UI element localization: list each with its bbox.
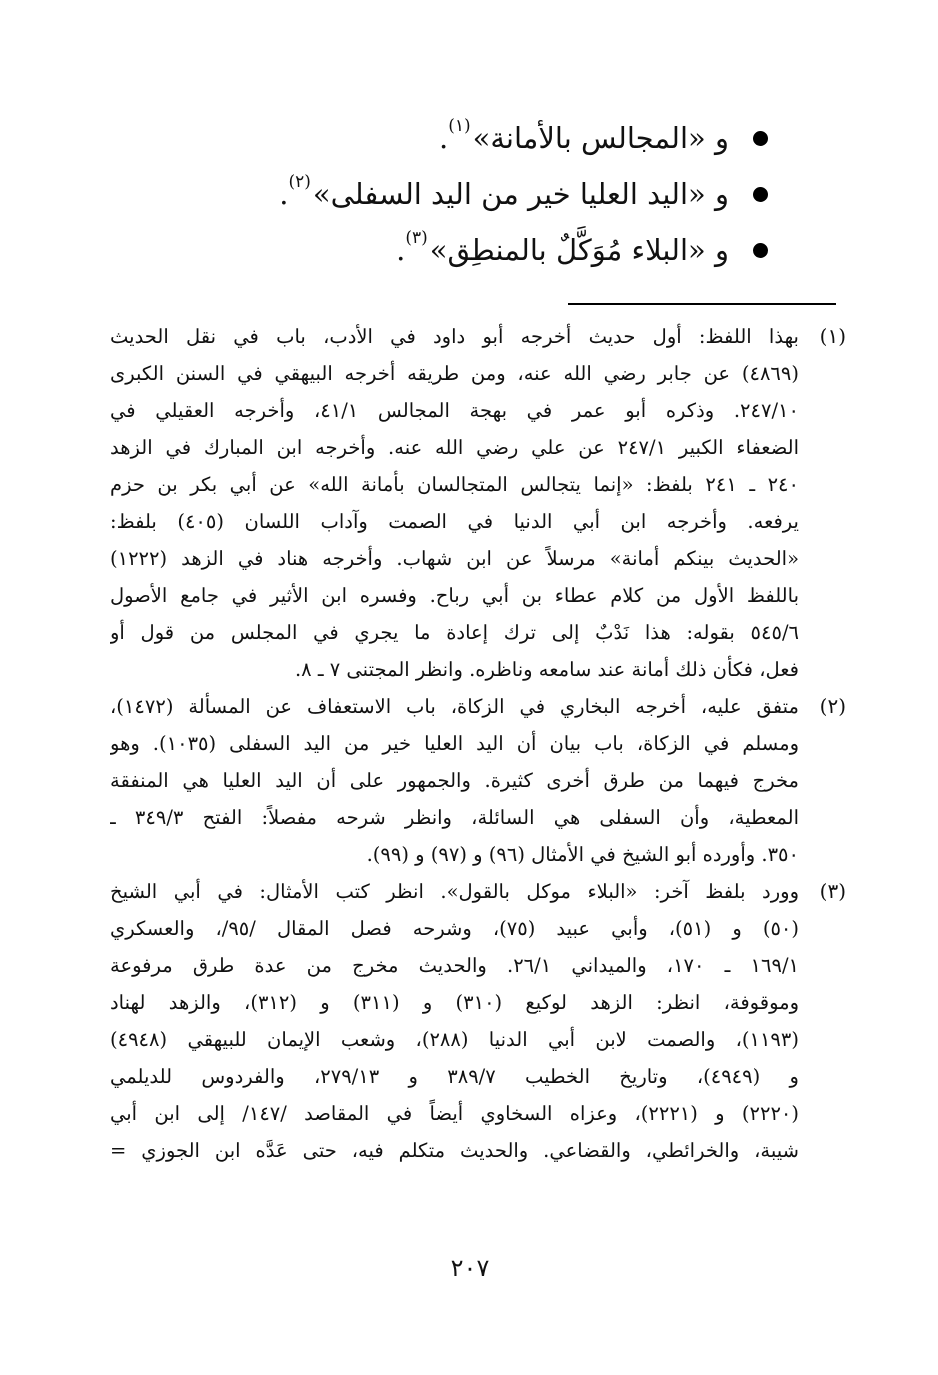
footnote-line: فعل، فكأن ذلك أمانة عند سامعه وناظره. وانظر المجتنى ٧ ـ ٨. — [294, 658, 799, 681]
bullet-dot-icon — [753, 243, 768, 258]
bullet-item — [168, 110, 768, 166]
footnote-line: (٥٠) و (٥١)، وأبي عبيد (٧٥)، وشرحه فصل المقال /٩٥/، والعسكري — [110, 917, 799, 940]
footnote-line: يرفعه. وأخرجه ابن أبي الدنيا في الصمت وآداب اللسان (٤٠٥) بلفظ: — [110, 510, 799, 533]
footnote-line: ١٦٩/١ ـ ١٧٠، والميداني ٢٦/١. والحديث مخرج من عدة طرق مرفوعة — [110, 954, 799, 977]
footnote-1 — [110, 318, 846, 688]
footnote-ref: (٣) — [405, 228, 428, 248]
footnote-line: الضعفاء الكبير ٢٤٧/١ عن علي رضي الله عنه. وأخرجه ابن المبارك في الزهد — [110, 436, 799, 459]
footnote-2 — [110, 688, 846, 873]
footnote-line: وموقوفة، انظر: الزهد لوكيع (٣١٠) و (٣١١) و (٣١٢)، والزهد لهناد — [110, 991, 799, 1014]
footnotes — [110, 318, 846, 1169]
footnote-number: (٢) — [819, 694, 846, 718]
footnote-line: ٢٤٠ ـ ٢٤١ بلفظ: «إنما يتجالس المتجالسان بأمانة الله» عن أبي بكر بن حزم — [110, 473, 799, 496]
footnote-line: شيبة، والخرائطي، والقضاعي. والحديث متكلم فيه، حتى عَدَّه ابن الجوزي = — [110, 1139, 799, 1162]
footnote-number: (٣) — [819, 879, 846, 903]
footnote-line: ومسلم في الزكاة، باب بيان أن اليد العليا خير من اليد السفلى (١٠٣٥). وهو — [110, 732, 799, 755]
bullet-text: و «البلاء مُوَكَّلٌ بالمنطِق» — [429, 233, 729, 267]
bullet-list — [168, 110, 768, 278]
bullet-dot-icon — [753, 187, 768, 202]
footnote-line: و (٤٩٤٩)، وتاريخ الخطيب ٣٨٩/٧ و ٢٧٩/١٣، والفردوس للديلمي — [110, 1065, 799, 1088]
page-number: ٢٠٧ — [450, 1254, 490, 1282]
bullet-dot-icon — [753, 131, 768, 146]
bullet-item — [168, 222, 768, 278]
bullet-end: . — [279, 177, 289, 211]
footnote-line: متفق عليه، أخرجه البخاري في الزكاة، باب الاستعفاف عن المسألة (١٤٧٢)، — [110, 695, 799, 718]
footnote-line: ٢٤٧/١٠. وذكره أبو عمر في بهجة المجالس ٤١/١، وأخرجه العقيلي في — [110, 399, 799, 422]
footnote-line: ٥٤٥/٦ بقوله: هذا نَدْبٌ إلى ترك إعادة ما يجري في المجلس من قول أو — [110, 621, 799, 644]
footnote-line: باللفظ الأول من كلام عطاء بن أبي رباح. وفسره ابن الأثير في جامع الأصول — [110, 584, 799, 607]
footnote-separator — [568, 303, 836, 305]
footnote-ref: (١) — [448, 116, 471, 136]
footnote-line: (١١٩٣)، والصمت لابن أبي الدنيا (٢٨٨)، وشعب الإيمان للبيهقي (٤٩٤٨) — [110, 1028, 799, 1051]
bullet-end: . — [396, 233, 406, 267]
footnote-line: مخرج فيهما من طرق أخرى كثيرة. والجمهور على أن اليد العليا هي المنفقة — [110, 769, 799, 792]
bullet-text: و «اليد العليا خير من اليد السفلى» — [312, 177, 729, 211]
footnote-number: (١) — [819, 324, 846, 348]
bullet-item — [168, 166, 768, 222]
footnote-line: (٤٨٦٩) عن جابر رضي الله عنه، ومن طريقه أخرجه البيهقي في السنن الكبرى — [110, 362, 799, 385]
footnote-line: «الحديث بينكم أمانة» مرسلاً عن ابن شهاب. وأخرجه هناد في الزهد (١٢٢٢) — [110, 547, 799, 570]
footnote-line: المعطية، وأن السفلى هي السائلة، وانظر شرحه مفصلاً: الفتح ٣٤٩/٣ ـ — [110, 806, 799, 829]
footnote-line: وورد بلفظ آخر: «البلاء موكل بالقول». انظر كتب الأمثال: في أبي الشيخ — [110, 880, 799, 903]
footnote-line: بهذا اللفظ: أول حديث أخرجه أبو داود في الأدب، باب في نقل الحديث — [110, 325, 799, 348]
bullet-end: . — [438, 121, 449, 155]
footnote-line: (٢٢٢٠) و (٢٢٢١)، وعزاه السخاوي أيضاً في المقاصد /١٤٧/ إلى ابن أبي — [110, 1102, 799, 1125]
bullet-text: و «المجالس بالأمانة» — [472, 121, 729, 155]
footnote-ref: (٢) — [288, 172, 311, 192]
footnote-3 — [110, 873, 846, 1169]
footnote-line: ٣٥٠. وأورده أبو الشيخ في الأمثال (٩٦) و (٩٧) و (٩٩). — [366, 843, 799, 866]
